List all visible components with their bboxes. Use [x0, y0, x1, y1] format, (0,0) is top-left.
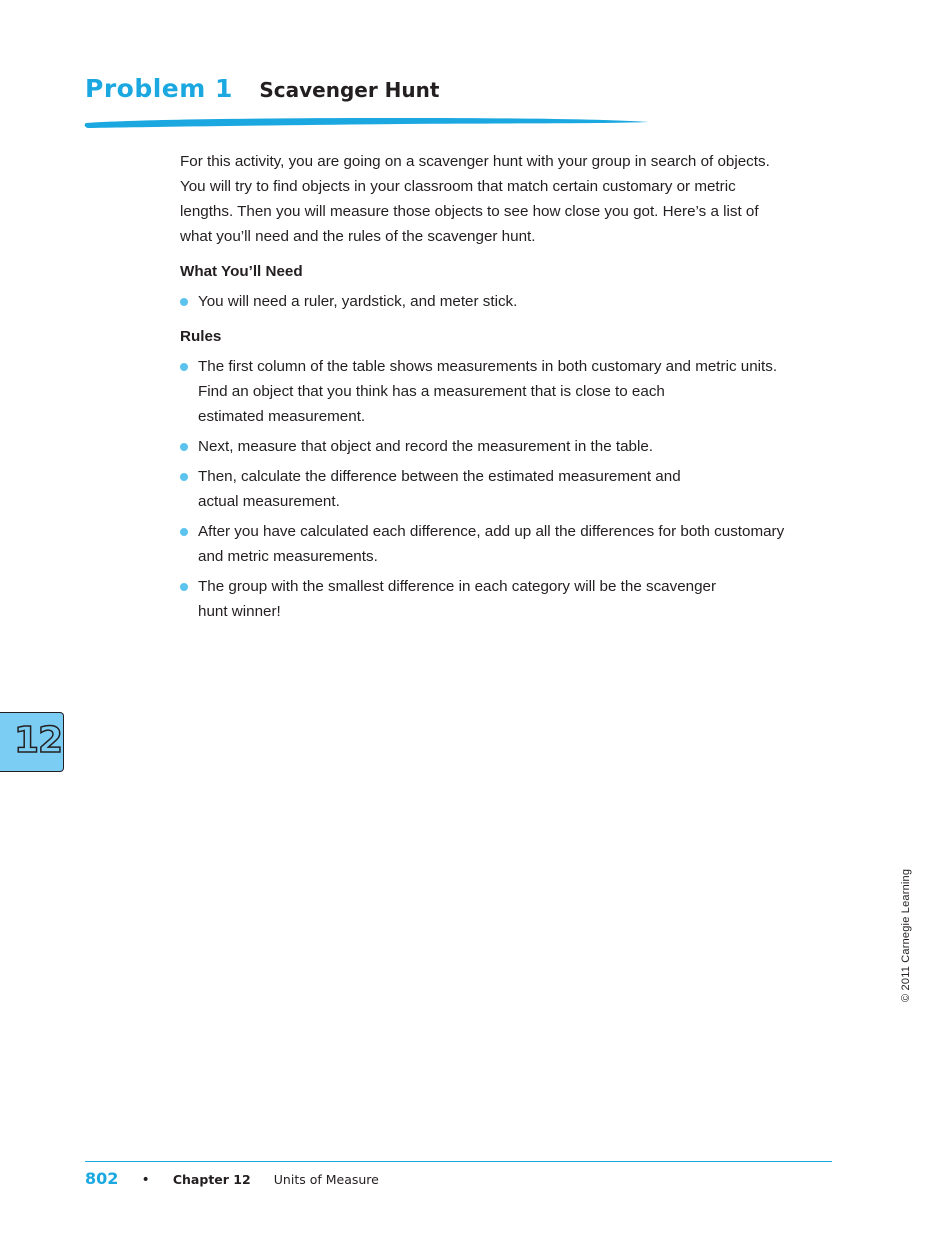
problem-header — [85, 74, 439, 103]
footer-chapter-label: Chapter 12 — [172, 1172, 251, 1187]
list-item-text: Find an object that you think has a measurement that is close to each — [198, 383, 665, 400]
chapter-tab — [0, 712, 64, 772]
main-content — [180, 149, 835, 629]
list-item — [180, 289, 835, 314]
list-item-text: Then, calculate the difference between the estimated measurement and — [198, 468, 681, 485]
copyright-notice: © 2011 Carnegie Learning — [900, 868, 912, 1002]
list-item-text: You will need a ruler, yardstick, and meter stick. — [198, 293, 518, 310]
rules-heading: Rules — [180, 328, 222, 345]
list-item-text: hunt winner! — [198, 603, 281, 620]
rules-list — [180, 354, 835, 624]
list-item-text: After you have calculated each difference, add up all the differences for both customary — [198, 523, 785, 540]
brush-stroke-divider — [84, 114, 650, 132]
problem-label: Problem 1 — [85, 74, 233, 103]
bullet-icon — [180, 443, 188, 451]
list-item — [180, 519, 835, 569]
intro-line: For this activity, you are going on a scavenger hunt with your group in search of objects. — [180, 153, 770, 170]
list-item-text: The group with the smallest difference in each category will be the scavenger — [198, 578, 717, 595]
bullet-icon — [180, 363, 188, 371]
list-item-text: Next, measure that object and record the measurement in the table. — [198, 438, 654, 455]
bullet-icon — [180, 528, 188, 536]
list-item-text: The first column of the table shows measurements in both customary and metric units. — [198, 358, 778, 375]
needs-list — [180, 289, 835, 314]
bullet-icon — [180, 298, 188, 306]
list-item — [180, 574, 835, 624]
footer-divider — [85, 1161, 832, 1162]
footer-separator: • — [141, 1172, 150, 1188]
intro-line: You will try to find objects in your classroom that match certain customary or metric — [180, 178, 736, 195]
intro-line: lengths. Then you will measure those objects to see how close you got. Here’s a list of — [180, 203, 759, 220]
list-item — [180, 464, 835, 514]
chapter-tab-number: 12 — [14, 720, 63, 761]
list-item — [180, 354, 835, 429]
bullet-icon — [180, 473, 188, 481]
list-item-text: estimated measurement. — [198, 408, 366, 425]
list-item-text: and metric measurements. — [198, 548, 378, 565]
page-number: 802 — [85, 1169, 119, 1188]
bullet-icon — [180, 583, 188, 591]
footer-chapter-title: Units of Measure — [273, 1172, 379, 1187]
page-footer — [85, 1169, 379, 1188]
needs-heading: What You’ll Need — [180, 263, 303, 280]
list-item — [180, 434, 835, 459]
list-item-text: actual measurement. — [198, 493, 340, 510]
intro-paragraph — [180, 149, 835, 249]
intro-line: what you’ll need and the rules of the scavenger hunt. — [180, 228, 536, 245]
problem-title: Scavenger Hunt — [259, 78, 440, 102]
